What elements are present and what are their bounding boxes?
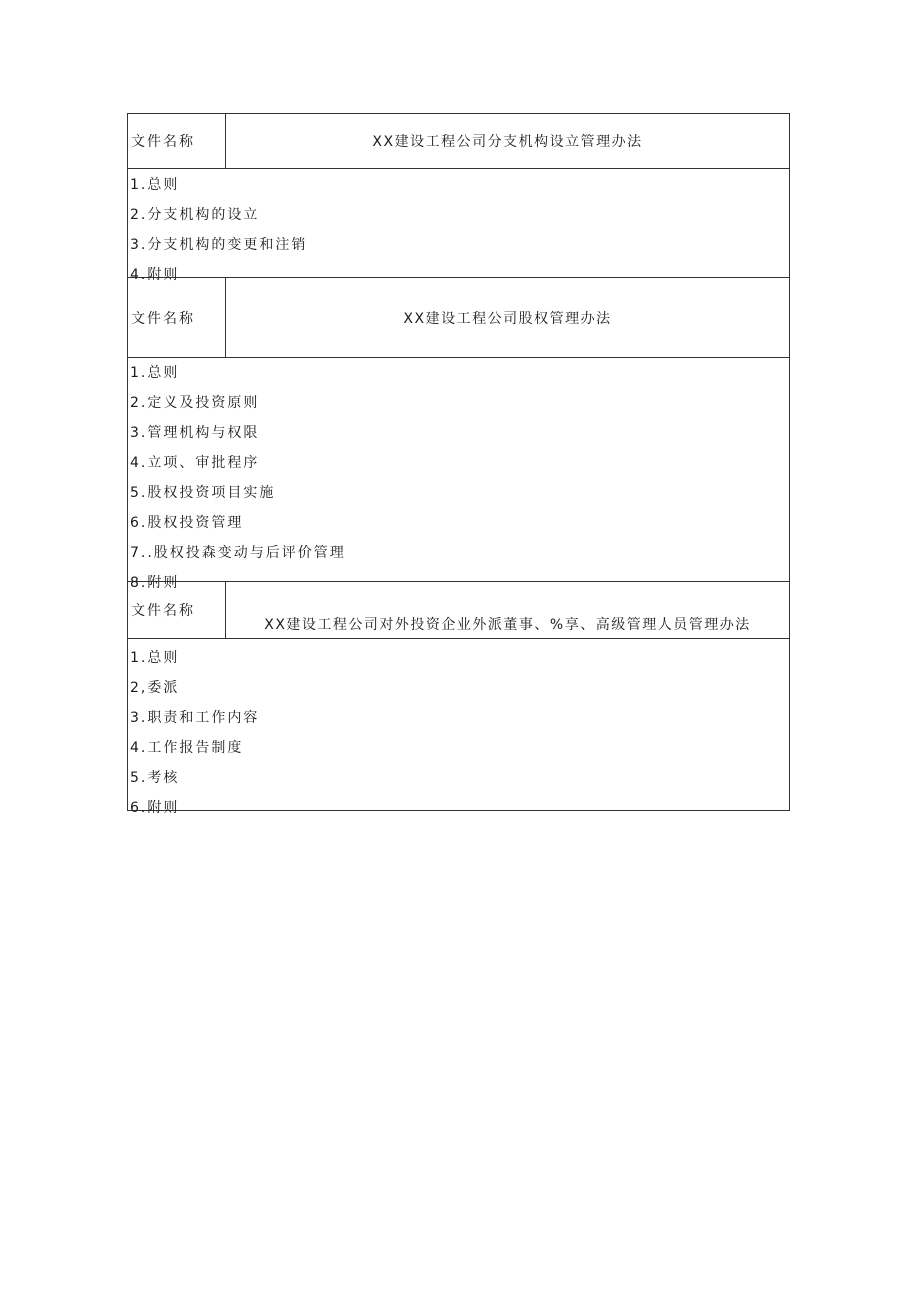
list-item: 2.定义及投资原则 bbox=[130, 395, 260, 411]
file-name-row bbox=[128, 278, 789, 358]
file-name-row bbox=[128, 114, 789, 169]
document-table bbox=[127, 113, 790, 816]
contents-list bbox=[128, 169, 789, 283]
list-item: 2,委派 bbox=[130, 680, 180, 696]
file-name-label: 文件名称 bbox=[128, 278, 226, 357]
list-item: 4.立项、审批程序 bbox=[130, 455, 260, 471]
file-title: XX建设工程公司分支机构设立管理办法 bbox=[372, 134, 643, 150]
list-item: 3.分支机构的变更和注销 bbox=[130, 237, 308, 253]
file-title: XX建设工程公司对外投资企业外派董事、%享、高级管理人员管理办法 bbox=[264, 617, 751, 633]
contents-list bbox=[128, 639, 789, 816]
list-item: 2.分支机构的设立 bbox=[130, 207, 260, 223]
list-item: 5.考核 bbox=[130, 770, 180, 786]
list-item: 4.附则 bbox=[130, 267, 180, 283]
list-item: 3.职责和工作内容 bbox=[130, 710, 260, 726]
list-item: 6.附则 bbox=[130, 800, 180, 816]
list-item: 1.总则 bbox=[130, 365, 180, 381]
list-item: 1.总则 bbox=[130, 650, 180, 666]
list-item: 1.总则 bbox=[130, 177, 180, 193]
file-title: XX建设工程公司股权管理办法 bbox=[403, 310, 612, 327]
list-item: 4.工作报告制度 bbox=[130, 740, 244, 756]
list-item: 5.股权投资项目实施 bbox=[130, 485, 276, 501]
list-item: 3.管理机构与权限 bbox=[130, 425, 260, 441]
list-item: 7..股权投森变动与后评价管理 bbox=[130, 545, 346, 561]
list-item: 6.股权投资管理 bbox=[130, 515, 244, 531]
file-name-label: 文件名称 bbox=[128, 114, 226, 168]
contents-list bbox=[128, 358, 789, 591]
file-name-label: 文件名称 bbox=[128, 582, 226, 638]
list-item: 8.附则 bbox=[130, 575, 180, 591]
